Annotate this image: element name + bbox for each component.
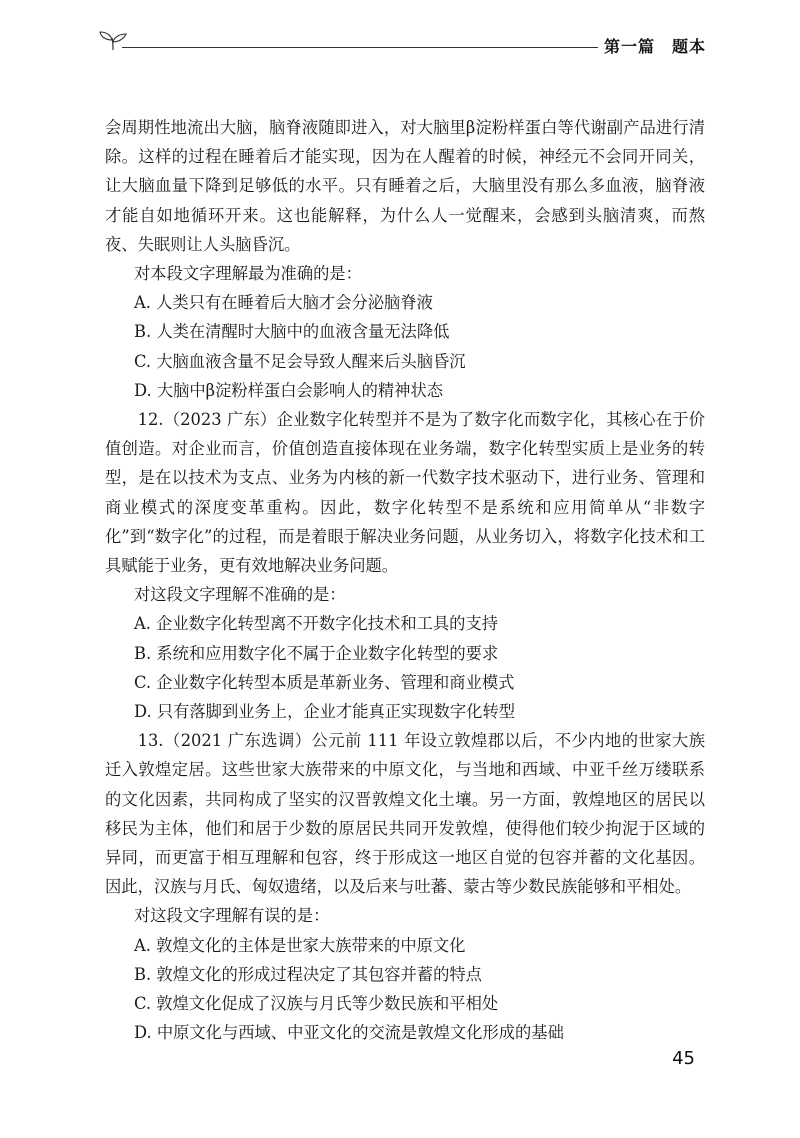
page-content bbox=[105, 113, 705, 1048]
question-13-option-c: C. 敦煌文化促成了汉族与月氏等少数民族和平相处 bbox=[134, 994, 499, 1014]
question-12-stem: 对这段文字理解不准确的是： bbox=[134, 585, 346, 605]
question-11-option-d: D. 大脑中β淀粉样蛋白会影响人的精神状态 bbox=[134, 380, 444, 400]
header-rule bbox=[122, 47, 598, 48]
question-13-option-a: A. 敦煌文化的主体是世家大族带来的中原文化 bbox=[134, 935, 466, 955]
question-12-option-a: A. 企业数字化转型离不开数字化技术和工具的支持 bbox=[134, 614, 499, 634]
question-11-option-c: C. 大脑血液含量不足会导致人醒来后头脑昏沉 bbox=[134, 351, 466, 371]
page-header bbox=[98, 28, 706, 60]
question-13-option-d: D. 中原文化与西域、中亚文化的交流是敦煌文化形成的基础 bbox=[134, 1023, 564, 1043]
question-11-passage-continued: 会周期性地流出大脑，脑脊液随即进入，对大脑里β淀粉样蛋白等代谢副产品进行清除。这样的过程在睡着后才能实现，因为在人醒着的时候，神经元不会同开同关，让大脑血量下降到足够低的水平。只有睡着之后，大脑里没有那么多血液，脑脊液才能自如地循环开来。这也能解释，为什么人一觉醒来，会感到头脑清爽，而熬夜、失眠则让人头脑昏沉。 bbox=[105, 118, 705, 254]
section-label: 第一篇 题本 bbox=[603, 37, 706, 56]
question-13-option-b: B. 敦煌文化的形成过程决定了其包容并蓄的特点 bbox=[134, 964, 482, 984]
question-13-passage: 13.（2021 广东选调）公元前 111 年设立敦煌郡以后，不少内地的世家大族迁入敦煌定居。这些世家大族带来的中原文化，与当地和西域、中亚千丝万缕联系的文化因素，共同构成了坚实的汉晋敦煌文化土壤。另一方面，敦煌地区的居民以移民为主体，他们和居于少数的原居民共同开发敦煌，使得他们较少拘泥于区域的异同，而更富于相互理解和包容，终于形成这一地区自觉的包容并蓄的文化基因。因此，汉族与月氏、匈奴遗绪，以及后来与吐蕃、蒙古等少数民族能够和平相处。 bbox=[105, 731, 705, 897]
question-12-option-d: D. 只有落脚到业务上，企业才能真正实现数字化转型 bbox=[134, 702, 516, 722]
question-12-passage: 12.（2023 广东）企业数字化转型并不是为了数字化而数字化，其核心在于价值创造。对企业而言，价值创造直接体现在业务端，数字化转型实质上是业务的转型，是在以技术为支点、业务为内核的新一代数字技术驱动下，进行业务、管理和商业模式的深度变革重构。因此，数字化转型不是系统和应用简单从“非数字化”到“数字化”的过程，而是着眼于解决业务问题，从业务切入，将数字化技术和工具赋能于业务，更有效地解决业务问题。 bbox=[105, 410, 705, 576]
sprout-icon bbox=[98, 30, 128, 52]
page-number: 45 bbox=[672, 1048, 695, 1069]
question-12-option-c: C. 企业数字化转型本质是革新业务、管理和商业模式 bbox=[134, 672, 515, 692]
question-13-stem: 对这段文字理解有误的是： bbox=[134, 906, 330, 926]
question-11-stem: 对本段文字理解最为准确的是： bbox=[134, 264, 362, 284]
question-11-option-b: B. 人类在清醒时大脑中的血液含量无法降低 bbox=[134, 322, 450, 342]
question-11-option-a: A. 人类只有在睡着后大脑才会分泌脑脊液 bbox=[134, 293, 433, 313]
question-12-option-b: B. 系统和应用数字化不属于企业数字化转型的要求 bbox=[134, 643, 499, 663]
